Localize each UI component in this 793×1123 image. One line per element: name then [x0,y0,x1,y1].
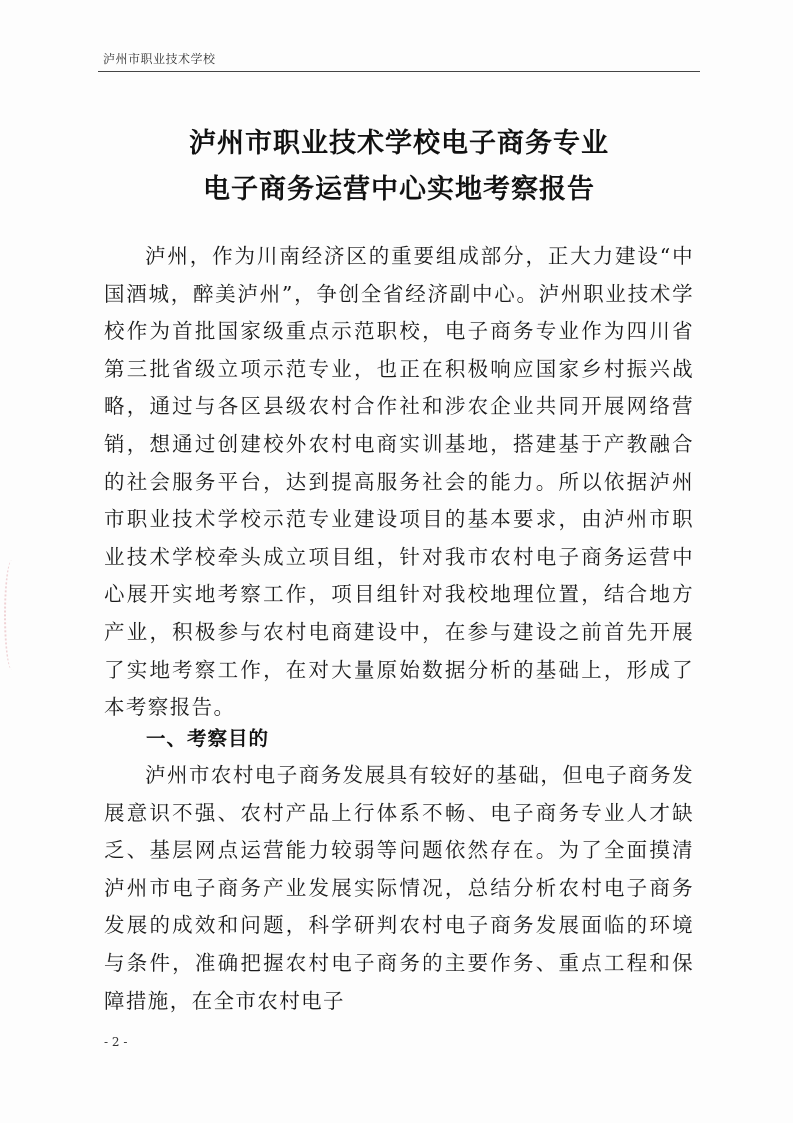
section-heading-purpose: 一、考察目的 [146,727,270,750]
intro-paragraph: 泸州，作为川南经济区的重要组成部分，正大力建设“中国酒城，醉美泸州”，争创全省经济副中心。泸州职业技术学校作为首批国家级重点示范职校，电子商务专业作为四川省第三批省级立项示范专业，也正在积极响应国家乡村振兴战略，通过与各区县级农村合作社和涉农企业共同开展网络营销，想通过创建校外农村电商实训基地，搭建基于产教融合的社会服务平台，达到提高服务社会的能力。所以依据泸州市职业技术学校示范专业建设项目的基本要求，由泸州市职业技术学校牵头成立项目组，针对我市农村电子商务运营中心展开实地考察工作，项目组针对我校地理位置，结合地方产业，积极参与农村电商建设中，在参与建设之前首先开展了实地考察工作，在对大量原始数据分析的基础上，形成了本考察报告。 [104,244,694,720]
running-header: 泸州市职业技术学校 [103,52,216,66]
purpose-paragraph: 泸州市农村电子商务发展具有较好的基础，但电子商务发展意识不强、农村产品上行体系不畅、电子商务专业人才缺乏、基层网点运营能力较弱等问题依然存在。为了全面摸清泸州市电子商务产业发展实际情况，总结分析农村电子商务发展的成效和问题，科学研判农村电子商务发展面临的环境与条件，准确把握农村电子商务的主要作务、重点工程和保障措施，在全市农村电子 [104,763,694,1013]
binding-stamp-mark [4,560,20,670]
header-divider [98,71,700,72]
page-number: - 2 - [104,1035,128,1049]
document-title-line-2: 电子商务运营中心实地考察报告 [203,174,595,205]
document-title-line-1: 泸州市职业技术学校电子商务专业 [189,128,609,159]
